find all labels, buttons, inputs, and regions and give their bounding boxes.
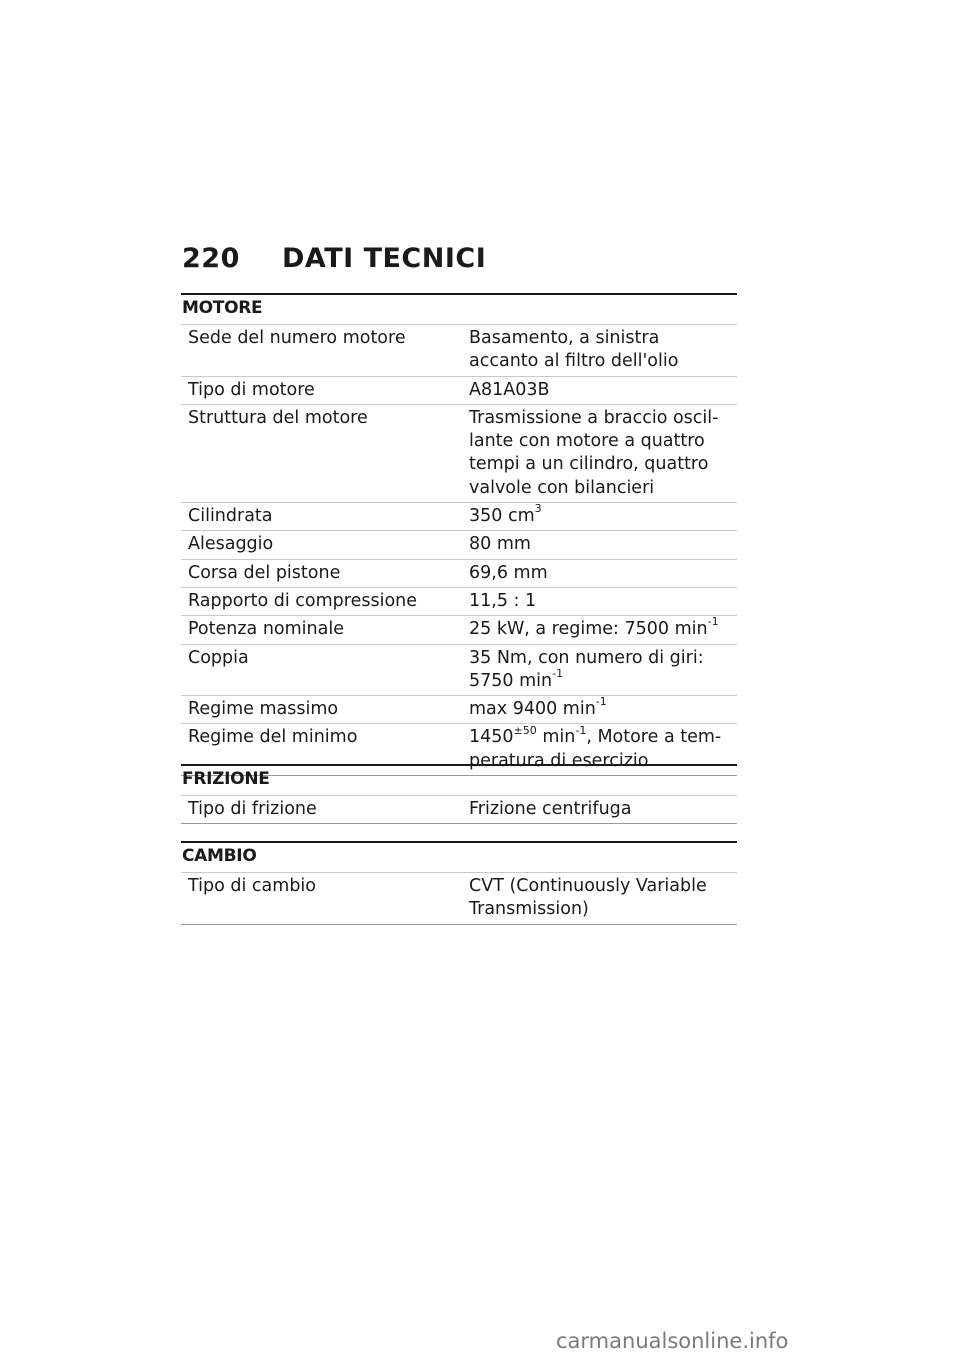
spec-table	[181, 795, 737, 824]
spec-label: Cilindrata	[181, 503, 462, 531]
spec-label: Tipo di frizione	[181, 796, 462, 824]
table-row	[181, 873, 737, 925]
spec-label: Rapporto di compressione	[181, 587, 462, 615]
spec-label: Sede del numero motore	[181, 325, 462, 377]
table-row	[181, 404, 737, 502]
spec-value	[462, 696, 737, 724]
section-title: CAMBIO	[182, 846, 257, 866]
table-row	[181, 644, 737, 696]
value-text: 35 Nm, con numero di giri: 5750 min	[469, 647, 704, 691]
spec-table	[181, 872, 737, 925]
value-text: max 9400 min	[469, 699, 596, 720]
value-superscript: 3	[534, 502, 542, 516]
spec-label: Alesaggio	[181, 531, 462, 559]
section-frizione	[181, 764, 737, 824]
value-superscript: -1	[552, 667, 564, 681]
spec-value: A81A03B	[462, 376, 737, 404]
table-row	[181, 559, 737, 587]
table-row	[181, 587, 737, 615]
table-row	[181, 325, 737, 377]
table-row	[181, 531, 737, 559]
table-row	[181, 376, 737, 404]
spec-value: Frizione centrifuga	[462, 796, 737, 824]
spec-table	[181, 324, 737, 776]
spec-label: Tipo di cambio	[181, 873, 462, 925]
spec-value	[462, 616, 737, 644]
spec-value: Trasmissione a braccio oscillante con motore a quattro tempi a un cilindro, quattro valvole con bilancieri	[462, 404, 737, 502]
section-title: MOTORE	[182, 298, 263, 318]
spec-label: Coppia	[181, 644, 462, 696]
value-text: 1450	[469, 727, 514, 748]
table-row	[181, 503, 737, 531]
value-text: 25 kW, a regime: 7500 min	[469, 619, 708, 640]
page-title: DATI TECNICI	[282, 243, 487, 274]
spec-value: 80 mm	[462, 531, 737, 559]
section-title: FRIZIONE	[182, 769, 270, 789]
value-text: , Motore a temperatura di esercizio	[469, 727, 722, 771]
value-superscript: -1	[707, 615, 719, 629]
page-header	[182, 243, 486, 274]
value-superscript: ±50	[513, 723, 537, 737]
value-text: min	[536, 727, 576, 748]
spec-label: Regime massimo	[181, 696, 462, 724]
spec-label: Potenza nominale	[181, 616, 462, 644]
table-row	[181, 796, 737, 824]
value-superscript: -1	[595, 695, 607, 709]
spec-label: Tipo di motore	[181, 376, 462, 404]
section-motore	[181, 293, 737, 776]
spec-value: 69,6 mm	[462, 559, 737, 587]
spec-value	[462, 644, 737, 696]
spec-value: 11,5 : 1	[462, 587, 737, 615]
spec-label: Struttura del motore	[181, 404, 462, 502]
table-row	[181, 696, 737, 724]
value-text: 350 cm	[469, 506, 535, 527]
section-cambio	[181, 841, 737, 925]
spec-value	[462, 503, 737, 531]
watermark: carmanualsonline.info	[556, 1329, 789, 1353]
spec-label: Corsa del pistone	[181, 559, 462, 587]
spec-label: Regime del minimo	[181, 724, 462, 776]
value-superscript: -1	[575, 723, 587, 737]
page-number: 220	[182, 243, 240, 274]
spec-value: Basamento, a sinistra accanto al filtro dell'olio	[462, 325, 737, 377]
spec-value: CVT (Continuously Variable Transmission)	[462, 873, 737, 925]
table-row	[181, 616, 737, 644]
